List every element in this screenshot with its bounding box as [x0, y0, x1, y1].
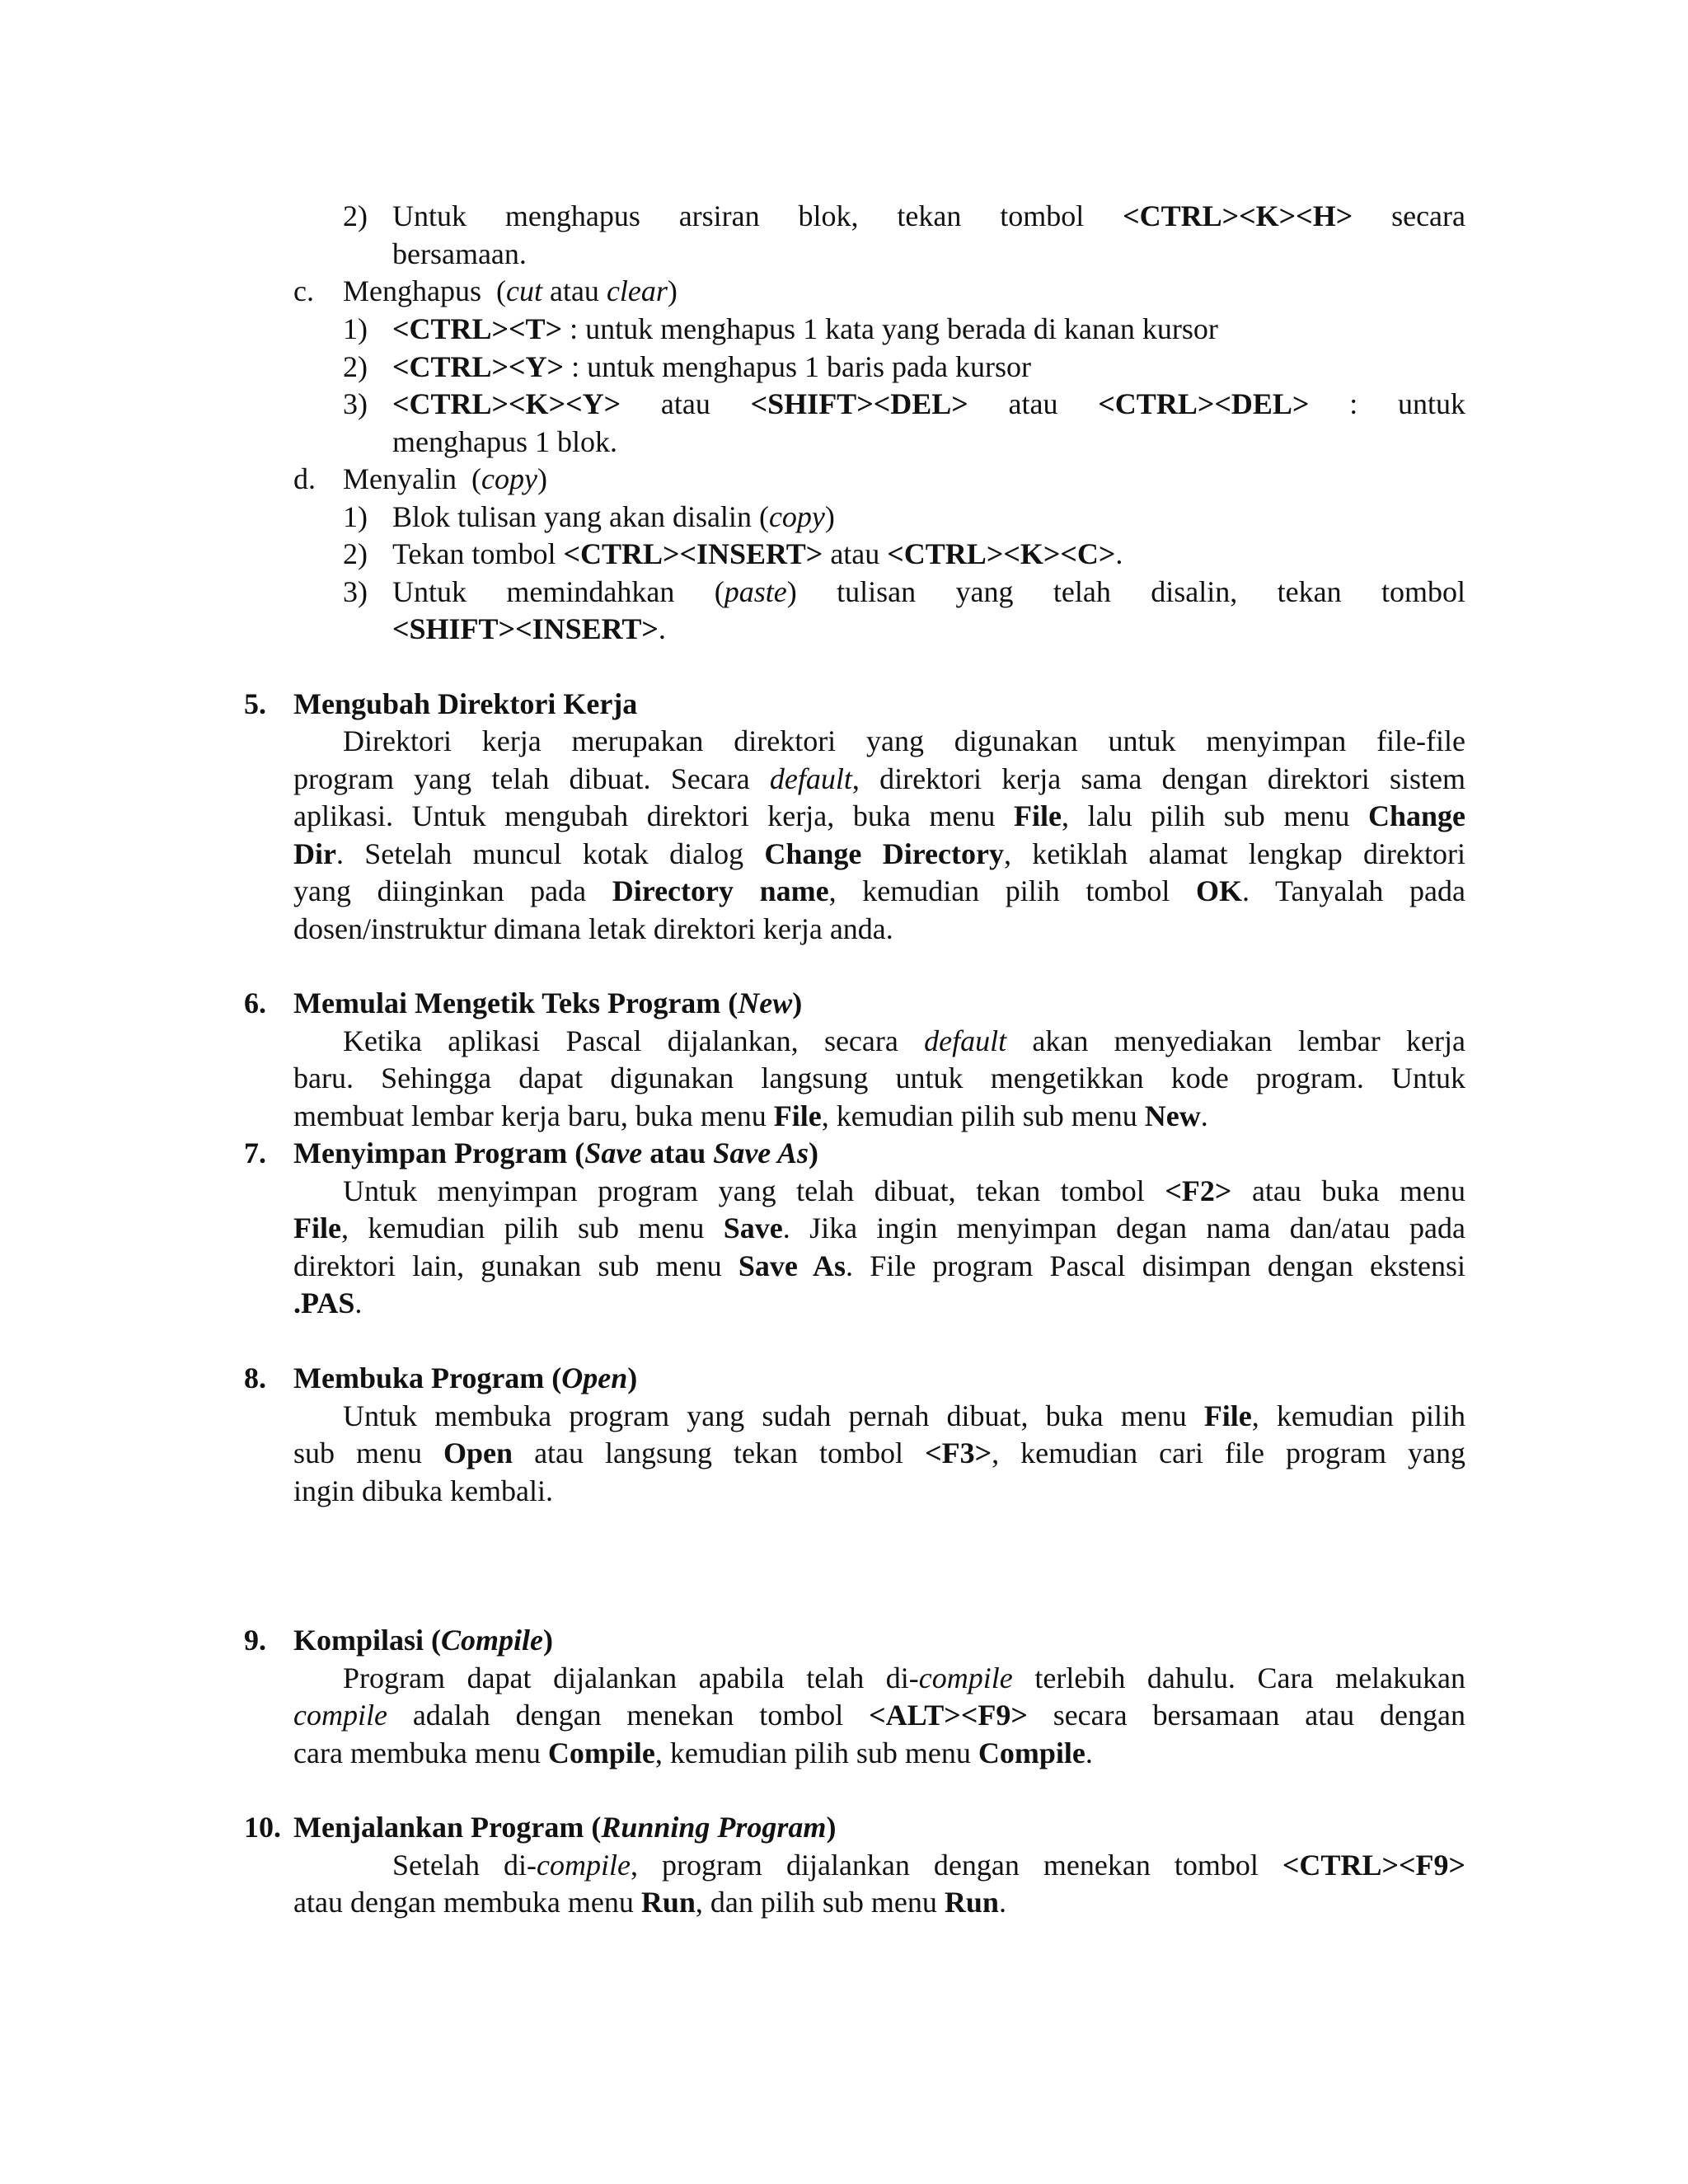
list-number: 2)	[343, 350, 368, 383]
paragraph-line: membuat lembar kerja baru, buka menu File, kemudian pilih sub menu New.	[293, 1099, 1208, 1132]
list-number: 3)	[343, 575, 368, 608]
list-item-text: Untuk memindahkan (paste) tulisan yang telah disalin, tekan tombol	[392, 575, 1465, 608]
paragraph-line: .PAS.	[293, 1286, 363, 1319]
list-item-continuation: bersamaan.	[392, 237, 527, 270]
section-number: 5.	[244, 687, 266, 720]
paragraph-line: Setelah di-compile, program dijalankan dengan menekan tombol <CTRL><F9>	[392, 1849, 1465, 1882]
list-item-text: <CTRL><T> : untuk menghapus 1 kata yang berada di kanan kursor	[392, 312, 1218, 345]
section-title: Menyimpan Program (Save atau Save As)	[293, 1137, 818, 1169]
paragraph-line: atau dengan membuka menu Run, dan pilih sub menu Run.	[293, 1886, 1006, 1919]
section-title: Kompilasi (Compile)	[293, 1624, 554, 1657]
paragraph-line: Program dapat dijalankan apabila telah di-compile terlebih dahulu. Cara melakukan	[343, 1661, 1466, 1694]
list-letter: c.	[293, 274, 314, 307]
section-title: Membuka Program (Open)	[293, 1361, 638, 1394]
list-number: 3)	[343, 387, 368, 420]
list-item-continuation: <SHIFT><INSERT>.	[392, 612, 666, 645]
section-number: 8.	[244, 1361, 266, 1394]
list-item-text: Blok tulisan yang akan disalin (copy)	[392, 500, 835, 533]
subsection-heading: Menghapus (cut atau clear)	[343, 274, 678, 307]
list-number: 1)	[343, 500, 368, 533]
list-item-text: Untuk menghapus arsiran blok, tekan tombol <CTRL><K><H> secara	[392, 199, 1466, 232]
paragraph-line: dosen/instruktur dimana letak direktori kerja anda.	[293, 912, 893, 945]
list-item-text: Tekan tombol <CTRL><INSERT> atau <CTRL><K><C>.	[392, 537, 1123, 570]
paragraph-line: ingin dibuka kembali.	[293, 1474, 553, 1507]
section-title: Memulai Mengetik Teks Program (New)	[293, 987, 803, 1019]
paragraph-line: aplikasi. Untuk mengubah direktori kerja, buka menu File, lalu pilih sub menu Change	[293, 799, 1465, 832]
paragraph-line: yang diinginkan pada Directory name, kemudian pilih tombol OK. Tanyalah pada	[293, 874, 1465, 907]
paragraph-line: Dir. Setelah muncul kotak dialog Change Directory, ketiklah alamat lengkap direktori	[293, 837, 1465, 870]
paragraph-line: compile adalah dengan menekan tombol <ALT><F9> secara bersamaan atau dengan	[293, 1699, 1465, 1732]
list-item-text: <CTRL><K><Y> atau <SHIFT><DEL> atau <CTRL><DEL> : untuk	[392, 387, 1465, 420]
section-number: 9.	[244, 1624, 266, 1657]
list-item-continuation: menghapus 1 blok.	[392, 425, 617, 458]
list-letter: d.	[293, 462, 316, 495]
paragraph-line: Untuk membuka program yang sudah pernah dibuat, buka menu File, kemudian pilih	[343, 1399, 1465, 1432]
paragraph-line: direktori lain, gunakan sub menu Save As. File program Pascal disimpan dengan ekstensi	[293, 1249, 1465, 1282]
section-title: Mengubah Direktori Kerja	[293, 687, 638, 720]
subsection-heading: Menyalin (copy)	[343, 462, 547, 495]
paragraph-line: program yang telah dibuat. Secara default, direktori kerja sama dengan direktori sistem	[293, 762, 1465, 795]
paragraph-line: cara membuka menu Compile, kemudian pilih sub menu Compile.	[293, 1736, 1093, 1769]
list-number: 1)	[343, 312, 368, 345]
list-number: 2)	[343, 199, 368, 232]
section-number: 6.	[244, 987, 266, 1019]
section-title: Menjalankan Program (Running Program)	[293, 1811, 837, 1844]
section-number: 10.	[244, 1811, 281, 1844]
paragraph-line: File, kemudian pilih sub menu Save. Jika ingin menyimpan degan nama dan/atau pada	[293, 1212, 1465, 1244]
section-number: 7.	[244, 1137, 266, 1169]
paragraph-line: Direktori kerja merupakan direktori yang digunakan untuk menyimpan file-file	[343, 724, 1465, 757]
paragraph-line: Untuk menyimpan program yang telah dibuat, tekan tombol <F2> atau buka menu	[343, 1174, 1465, 1207]
paragraph-line: baru. Sehingga dapat digunakan langsung untuk mengetikkan kode program. Untuk	[293, 1062, 1465, 1094]
list-number: 2)	[343, 537, 368, 570]
paragraph-line: Ketika aplikasi Pascal dijalankan, secara default akan menyediakan lembar kerja	[343, 1024, 1465, 1057]
paragraph-line: sub menu Open atau langsung tekan tombol <F3>, kemudian cari file program yang	[293, 1436, 1465, 1469]
list-item-text: <CTRL><Y> : untuk menghapus 1 baris pada kursor	[392, 350, 1031, 383]
